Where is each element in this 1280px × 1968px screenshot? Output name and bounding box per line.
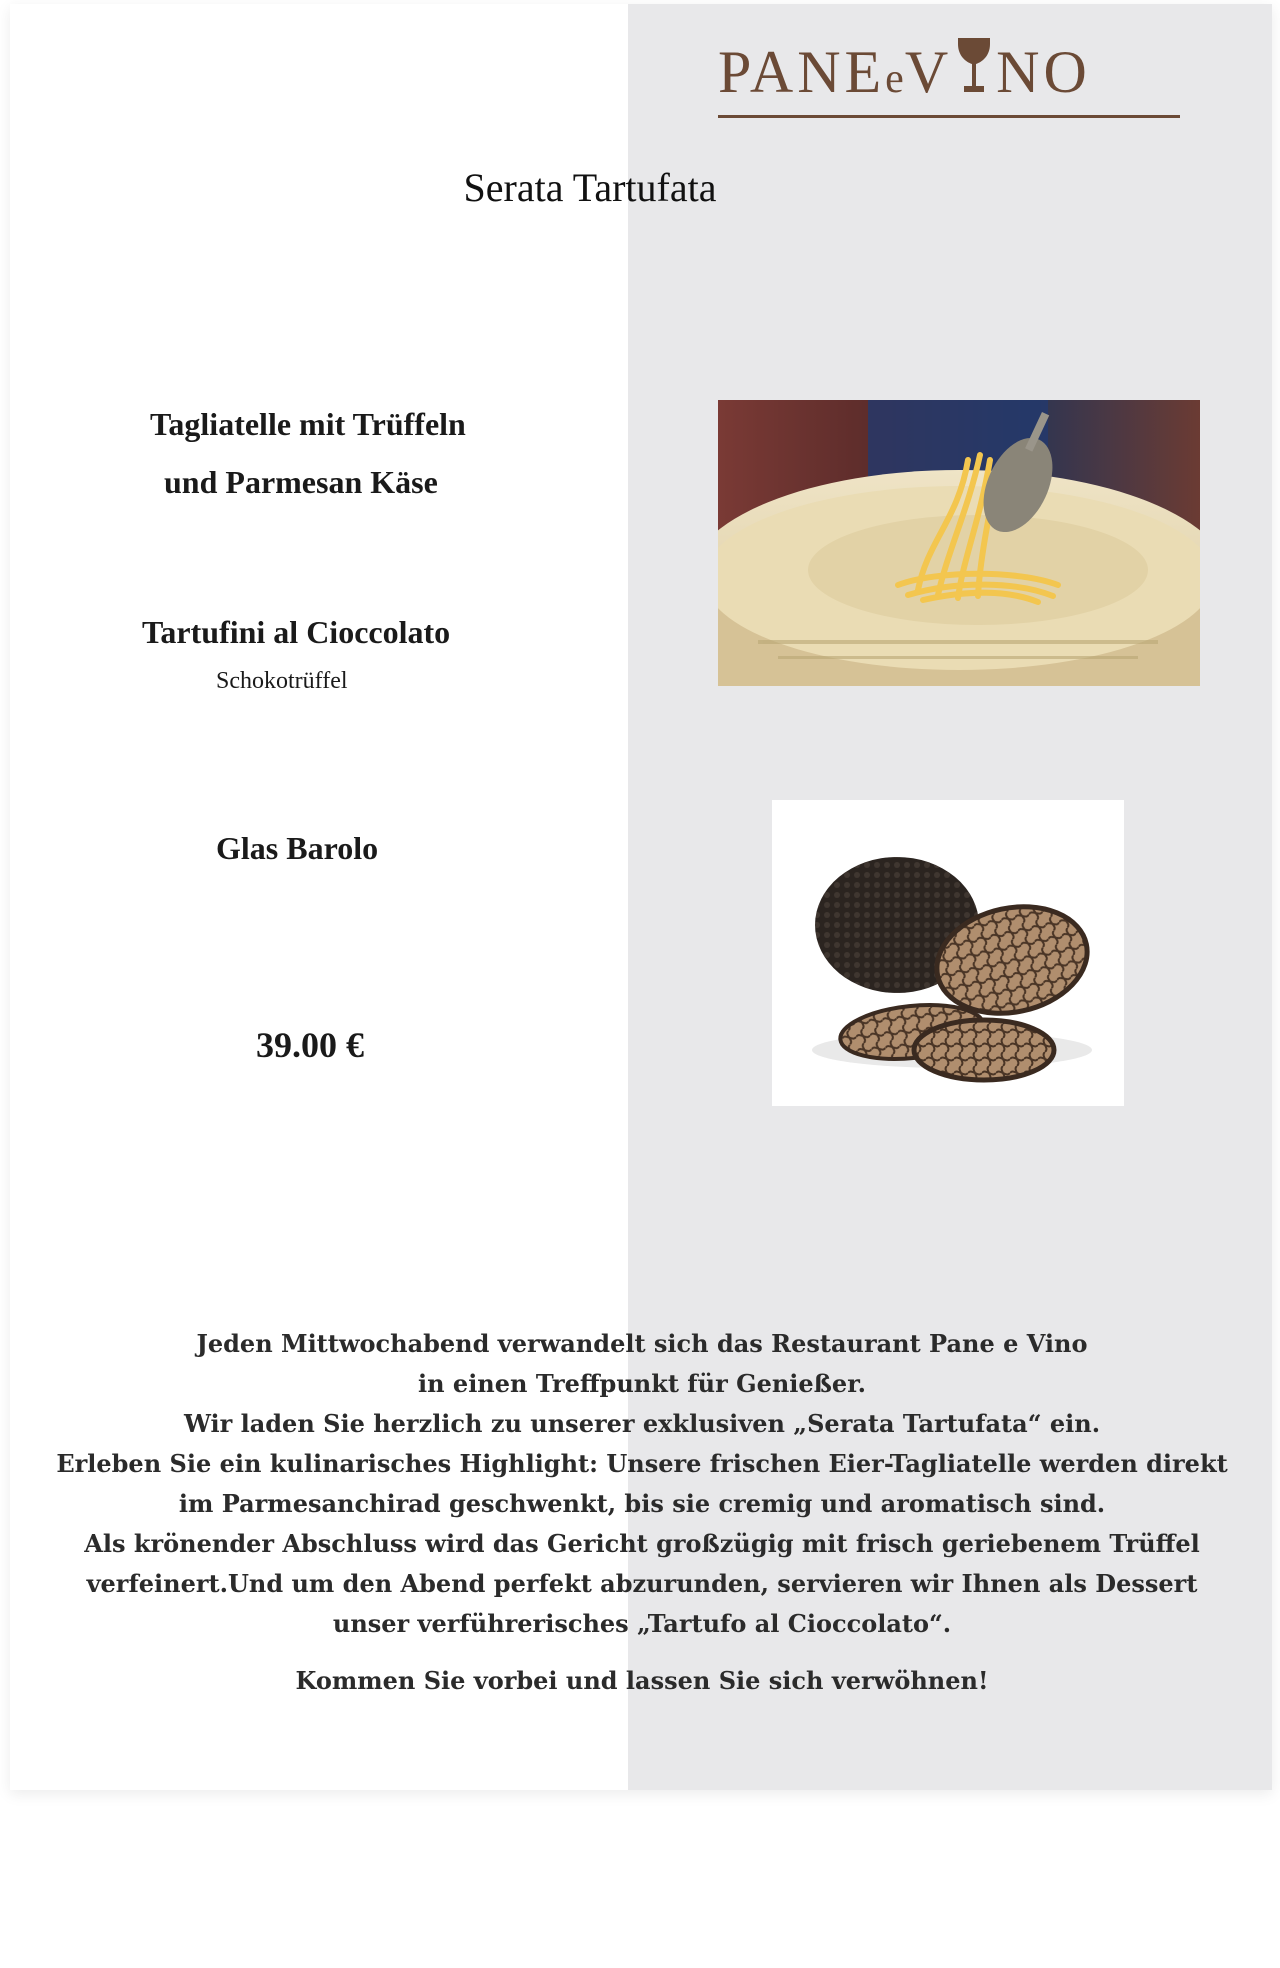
menu-item-2: Tartufini al Cioccolato (142, 614, 451, 650)
logo-text-pane: PANE (718, 39, 886, 105)
logo-text-no: NO (996, 39, 1091, 105)
description-line: unser verführerisches „Tartufo al Cioccolato“. (332, 1609, 952, 1638)
closing-line: Kommen Sie vorbei und lassen Sie sich verwöhnen! (295, 1666, 989, 1695)
menu-price: 39.00 € (256, 1025, 364, 1065)
logo-text-e: e (885, 56, 905, 102)
pasta-photo (718, 400, 1200, 686)
truffle-photo (772, 800, 1124, 1106)
page-title: Serata Tartufata (463, 165, 717, 210)
logo-text-v: V (904, 39, 953, 105)
description-line: Erleben Sie ein kulinarisches Highlight: Unsere frischen Eier-Tagliatelle werden direkt (56, 1449, 1228, 1478)
description-line: in einen Treffpunkt für Genießer. (418, 1369, 866, 1398)
description-line: Jeden Mittwochabend verwandelt sich das Restaurant Pane e Vino (196, 1329, 1088, 1358)
menu-page (10, 4, 1272, 1790)
description-text (50, 1324, 1234, 1644)
description-line: Als krönender Abschluss wird das Gericht großzügig mit frisch geriebenem Trüffel (84, 1529, 1200, 1558)
description-line: im Parmesanchirad geschwenkt, bis sie cremig und aromatisch sind. (178, 1489, 1106, 1518)
description-line: verfeinert.Und um den Abend perfekt abzurunden, servieren wir Ihnen als Dessert (86, 1569, 1198, 1598)
description-line: Wir laden Sie herzlich zu unserer exklusiven „Serata Tartufata“ ein. (183, 1409, 1101, 1438)
logo-underline (718, 115, 1180, 118)
wine-glass-icon (954, 34, 994, 96)
menu-item-1-line-1: Tagliatelle mit Trüffeln (150, 406, 466, 442)
menu-item-3: Glas Barolo (216, 830, 379, 866)
menu-item-1-line-2: und Parmesan Käse (164, 464, 438, 500)
menu-item-2-subtitle: Schokotrüffel (216, 668, 348, 694)
restaurant-logo (710, 30, 1180, 122)
